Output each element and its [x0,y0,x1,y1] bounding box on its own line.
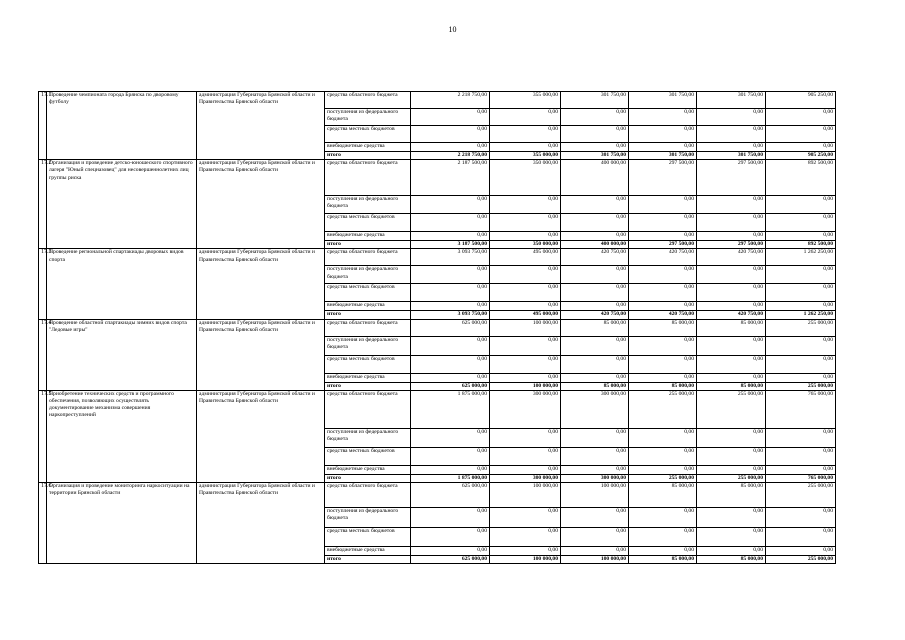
amount-cell: 0,00 [411,196,490,214]
funding-source: внебюджетные средства [325,302,411,311]
amount-cell: 420 750,00 [629,249,697,266]
activity-name: Организация и проведение детско-юношеского спортивного лагеря "Юный спецназовец" для несовершеннолетних лиц группы риска [47,160,197,249]
amount-cell: 297 500,00 [629,241,697,249]
amount-cell: 85 000,00 [629,483,697,508]
item-number: 17.2 [39,160,47,249]
amount-cell: 400 000,00 [561,160,629,196]
amount-cell: 85 000,00 [561,319,629,336]
amount-cell: 0,00 [561,109,629,126]
amount-cell: 1 262 250,00 [766,249,836,266]
amount-cell: 355 000,00 [490,152,561,160]
amount-cell: 0,00 [411,302,490,311]
amount-cell: 0,00 [697,302,766,311]
amount-cell: 0,00 [490,465,561,474]
funding-source: средства местных бюджетов [325,528,411,547]
amount-cell: 0,00 [629,196,697,214]
amount-cell: 0,00 [561,447,629,465]
amount-cell: 0,00 [490,232,561,241]
amount-cell: 0,00 [766,355,836,373]
executor: администрация Губернатора Брянской области и Правительства Брянской области [197,92,325,160]
amount-cell: 0,00 [411,232,490,241]
amount-cell: 0,00 [697,355,766,373]
funding-source: внебюджетные средства [325,232,411,241]
amount-cell: 0,00 [490,284,561,302]
amount-cell: 0,00 [697,126,766,143]
amount-cell: 0,00 [561,373,629,382]
amount-cell: 0,00 [490,373,561,382]
amount-cell: 0,00 [490,214,561,232]
budget-table [38,91,836,564]
amount-cell: 0,00 [561,428,629,447]
amount-cell: 0,00 [411,214,490,232]
amount-cell: 625 000,00 [411,556,490,564]
executor: администрация Губернатора Брянской области и Правительства Брянской области [197,390,325,482]
amount-cell: 0,00 [766,126,836,143]
amount-cell: 0,00 [411,284,490,302]
amount-cell: 420 750,00 [697,249,766,266]
amount-cell: 85 000,00 [629,382,697,390]
amount-cell: 0,00 [411,447,490,465]
amount-cell: 0,00 [697,428,766,447]
amount-cell: 0,00 [411,126,490,143]
activity-name: Приобретение технических средств и программного обеспечения, позволяющих осуществлять документирование механизма совершения наркопреступлений [47,390,197,482]
funding-source: поступления из федерального бюджета [325,266,411,284]
amount-cell: 905 250,00 [766,152,836,160]
amount-cell: 100 000,00 [490,483,561,508]
table-row [39,249,836,266]
amount-cell: 1 262 250,00 [766,311,836,319]
amount-cell: 255 000,00 [697,474,766,482]
amount-cell: 0,00 [629,465,697,474]
activity-name: Проведение областной спартакиады зимних видов спорта "Ледовые игры" [47,319,197,390]
budget-table-body [39,92,836,564]
amount-cell: 255 000,00 [697,390,766,428]
amount-cell: 301 750,00 [629,152,697,160]
item-number: 17.4 [39,319,47,390]
amount-cell: 0,00 [411,508,490,528]
amount-cell: 0,00 [629,447,697,465]
funding-source: итого [325,152,411,160]
amount-cell: 255 000,00 [629,474,697,482]
amount-cell: 0,00 [629,214,697,232]
amount-cell: 300 000,00 [561,390,629,428]
amount-cell: 0,00 [411,428,490,447]
amount-cell: 255 000,00 [766,556,836,564]
amount-cell: 0,00 [629,284,697,302]
amount-cell: 0,00 [697,196,766,214]
funding-source: поступления из федерального бюджета [325,428,411,447]
funding-source: внебюджетные средства [325,547,411,556]
amount-cell: 300 000,00 [490,390,561,428]
amount-cell: 100 000,00 [490,556,561,564]
funding-source: средства местных бюджетов [325,284,411,302]
amount-cell: 0,00 [490,508,561,528]
amount-cell: 625 000,00 [411,483,490,508]
amount-cell: 0,00 [411,336,490,355]
amount-cell: 0,00 [629,126,697,143]
amount-cell: 0,00 [766,447,836,465]
amount-cell: 0,00 [411,465,490,474]
amount-cell: 0,00 [629,508,697,528]
amount-cell: 0,00 [561,528,629,547]
funding-source: поступления из федерального бюджета [325,109,411,126]
funding-source: итого [325,382,411,390]
amount-cell: 0,00 [766,373,836,382]
activity-name: Проведение региональной спартакиады дворовых видов спорта [47,249,197,319]
amount-cell: 0,00 [766,109,836,126]
amount-cell: 297 500,00 [629,160,697,196]
amount-cell: 765 000,00 [766,390,836,428]
table-row [39,319,836,336]
amount-cell: 0,00 [411,547,490,556]
amount-cell: 0,00 [411,143,490,152]
funding-source: средства областного бюджета [325,160,411,196]
table-row [39,390,836,428]
amount-cell: 0,00 [697,547,766,556]
amount-cell: 85 000,00 [697,483,766,508]
amount-cell: 0,00 [697,465,766,474]
amount-cell: 420 750,00 [629,311,697,319]
funding-source: средства областного бюджета [325,92,411,109]
funding-source: итого [325,241,411,249]
amount-cell: 495 000,00 [490,249,561,266]
amount-cell: 3 187 500,00 [411,241,490,249]
amount-cell: 0,00 [561,508,629,528]
funding-source: итого [325,311,411,319]
amount-cell: 0,00 [629,528,697,547]
amount-cell: 0,00 [490,109,561,126]
amount-cell: 0,00 [629,355,697,373]
amount-cell: 255 000,00 [766,319,836,336]
amount-cell: 0,00 [697,109,766,126]
amount-cell: 0,00 [766,214,836,232]
amount-cell: 905 250,00 [766,92,836,109]
amount-cell: 0,00 [411,109,490,126]
funding-source: средства областного бюджета [325,319,411,336]
funding-source: поступления из федерального бюджета [325,196,411,214]
funding-source: средства областного бюджета [325,249,411,266]
amount-cell: 0,00 [629,547,697,556]
amount-cell: 2 187 500,00 [411,160,490,196]
amount-cell: 2 218 750,00 [411,152,490,160]
amount-cell: 301 750,00 [629,92,697,109]
funding-source: средства областного бюджета [325,390,411,428]
amount-cell: 0,00 [490,196,561,214]
amount-cell: 765 000,00 [766,474,836,482]
item-number: 17.3 [39,249,47,319]
amount-cell: 0,00 [629,232,697,241]
amount-cell: 0,00 [561,547,629,556]
amount-cell: 0,00 [629,266,697,284]
amount-cell: 100 000,00 [561,556,629,564]
amount-cell: 0,00 [561,355,629,373]
amount-cell: 350 000,00 [490,241,561,249]
amount-cell: 1 875 000,00 [411,390,490,428]
amount-cell: 0,00 [697,284,766,302]
amount-cell: 0,00 [766,143,836,152]
amount-cell: 0,00 [766,302,836,311]
amount-cell: 2 218 750,00 [411,92,490,109]
amount-cell: 350 000,00 [490,160,561,196]
amount-cell: 255 000,00 [766,483,836,508]
executor: администрация Губернатора Брянской области и Правительства Брянской области [197,160,325,249]
amount-cell: 0,00 [766,266,836,284]
amount-cell: 0,00 [766,528,836,547]
amount-cell: 255 000,00 [629,390,697,428]
amount-cell: 0,00 [411,266,490,284]
amount-cell: 0,00 [561,284,629,302]
amount-cell: 0,00 [490,266,561,284]
table-row [39,483,836,508]
amount-cell: 85 000,00 [697,556,766,564]
funding-source: средства местных бюджетов [325,355,411,373]
page-number: 10 [448,25,457,34]
activity-name: Организация и проведение мониторинга наркоситуации на территории Брянской области [47,483,197,564]
amount-cell: 0,00 [561,196,629,214]
amount-cell: 100 000,00 [561,483,629,508]
funding-source: внебюджетные средства [325,465,411,474]
amount-cell: 1 875 000,00 [411,474,490,482]
amount-cell: 297 500,00 [697,160,766,196]
amount-cell: 0,00 [490,528,561,547]
funding-source: средства местных бюджетов [325,214,411,232]
amount-cell: 0,00 [411,355,490,373]
amount-cell: 0,00 [766,336,836,355]
amount-cell: 0,00 [490,428,561,447]
amount-cell: 0,00 [697,266,766,284]
amount-cell: 0,00 [697,373,766,382]
amount-cell: 0,00 [697,214,766,232]
amount-cell: 420 750,00 [561,311,629,319]
executor: администрация Губернатора Брянской области и Правительства Брянской области [197,249,325,319]
amount-cell: 301 750,00 [697,152,766,160]
amount-cell: 0,00 [490,547,561,556]
funding-source: поступления из федерального бюджета [325,336,411,355]
amount-cell: 400 000,00 [561,241,629,249]
amount-cell: 0,00 [629,143,697,152]
amount-cell: 0,00 [490,143,561,152]
funding-source: внебюджетные средства [325,373,411,382]
funding-source: итого [325,556,411,564]
amount-cell: 0,00 [697,232,766,241]
funding-source: средства местных бюджетов [325,126,411,143]
amount-cell: 0,00 [561,214,629,232]
amount-cell: 625 000,00 [411,319,490,336]
amount-cell: 0,00 [561,336,629,355]
amount-cell: 625 000,00 [411,382,490,390]
amount-cell: 255 000,00 [766,382,836,390]
amount-cell: 3 093 750,00 [411,249,490,266]
amount-cell: 3 093 750,00 [411,311,490,319]
amount-cell: 0,00 [697,336,766,355]
item-number: 17.1 [39,92,47,160]
amount-cell: 85 000,00 [697,382,766,390]
amount-cell: 100 000,00 [490,382,561,390]
amount-cell: 0,00 [697,143,766,152]
amount-cell: 892 500,00 [766,241,836,249]
amount-cell: 0,00 [697,447,766,465]
executor: администрация Губернатора Брянской области и Правительства Брянской области [197,483,325,564]
amount-cell: 85 000,00 [629,319,697,336]
table-row [39,92,836,109]
amount-cell: 420 750,00 [697,311,766,319]
funding-source: итого [325,474,411,482]
amount-cell: 0,00 [561,465,629,474]
amount-cell: 0,00 [490,447,561,465]
amount-cell: 0,00 [561,126,629,143]
amount-cell: 0,00 [766,284,836,302]
amount-cell: 0,00 [629,373,697,382]
amount-cell: 0,00 [561,143,629,152]
amount-cell: 301 750,00 [561,152,629,160]
amount-cell: 297 500,00 [697,241,766,249]
amount-cell: 0,00 [766,196,836,214]
amount-cell: 0,00 [766,508,836,528]
amount-cell: 0,00 [766,465,836,474]
amount-cell: 301 750,00 [561,92,629,109]
item-number: 17.5 [39,390,47,482]
amount-cell: 0,00 [629,302,697,311]
amount-cell: 0,00 [411,528,490,547]
amount-cell: 85 000,00 [629,556,697,564]
amount-cell: 0,00 [490,302,561,311]
amount-cell: 301 750,00 [697,92,766,109]
amount-cell: 0,00 [561,266,629,284]
amount-cell: 495 000,00 [490,311,561,319]
amount-cell: 0,00 [490,126,561,143]
executor: администрация Губернатора Брянской области и Правительства Брянской области [197,319,325,390]
amount-cell: 0,00 [411,373,490,382]
funding-source: средства областного бюджета [325,483,411,508]
amount-cell: 0,00 [629,336,697,355]
amount-cell: 0,00 [766,547,836,556]
amount-cell: 420 750,00 [561,249,629,266]
amount-cell: 892 500,00 [766,160,836,196]
activity-name: Проведение чемпионата города Брянска по дворовому футболу [47,92,197,160]
funding-source: внебюджетные средства [325,143,411,152]
item-number: 17.6 [39,483,47,564]
amount-cell: 0,00 [629,109,697,126]
amount-cell: 0,00 [766,232,836,241]
amount-cell: 0,00 [766,428,836,447]
amount-cell: 0,00 [561,302,629,311]
amount-cell: 85 000,00 [697,319,766,336]
amount-cell: 0,00 [629,428,697,447]
funding-source: средства местных бюджетов [325,447,411,465]
amount-cell: 300 000,00 [561,474,629,482]
amount-cell: 0,00 [697,528,766,547]
amount-cell: 85 000,00 [561,382,629,390]
table-row [39,160,836,196]
amount-cell: 0,00 [561,232,629,241]
amount-cell: 0,00 [697,508,766,528]
amount-cell: 100 000,00 [490,319,561,336]
amount-cell: 300 000,00 [490,474,561,482]
funding-source: поступления из федерального бюджета [325,508,411,528]
amount-cell: 0,00 [490,336,561,355]
amount-cell: 0,00 [490,355,561,373]
amount-cell: 355 000,00 [490,92,561,109]
